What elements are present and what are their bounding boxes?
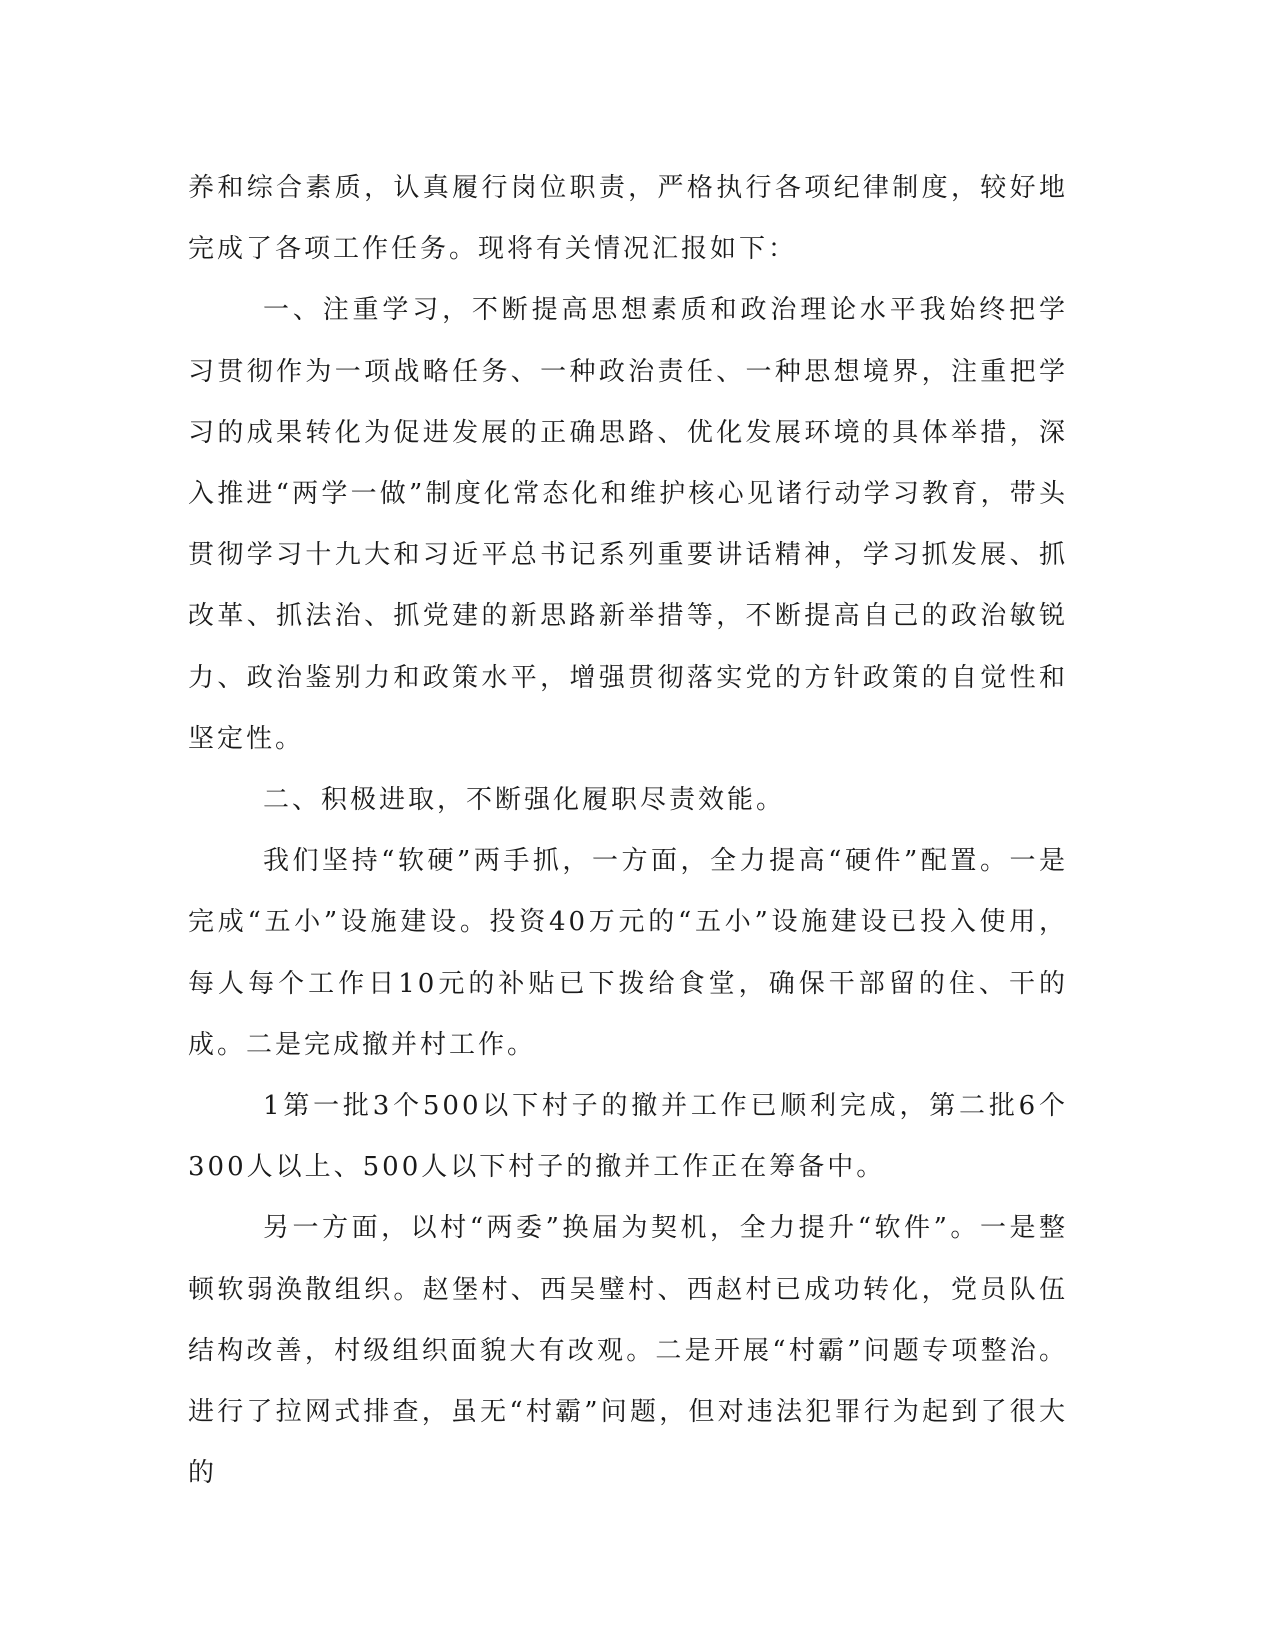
paragraph-section-two-heading: 二、积极进取，不断强化履职尽责效能。 [263, 785, 786, 816]
paragraph-village-merge: 1第一批3个500以下村子的撤并工作已顺利完成，第二批6个300人以上、500人以下村子的撤并工作正在筹备中。 [188, 1091, 1068, 1183]
paragraph-section-one: 一、注重学习，不断提高思想素质和政治理论水平我始终把学习贯彻作为一项战略任务、一种政治责任、一种思想境界，注重把学习的成果转化为促进发展的正确思路、优化发展环境的具体举措，深入推进“两学一做”制度化常态化和维护核心见诸行动学习教育，带头贯彻学习十九大和习近平总书记系列重要讲话精神，学习抓发展、抓改革、抓法治、抓党建的新思路新举措等，不断提高自己的政治敏锐力、政治鉴别力和政策水平，增强贯彻落实党的方针政策的自觉性和坚定性。 [188, 295, 1068, 754]
paragraph-software: 另一方面，以村“两委”换届为契机，全力提升“软件”。一是整顿软弱涣散组织。赵堡村、西吴璧村、西赵村已成功转化，党员队伍结构改善，村级组织面貌大有改观。二是开展“村霸”问题专项整治。进行了拉网式排查，虽无“村霸”问题，但对违法犯罪行为起到了很大的 [188, 1213, 1068, 1489]
paragraph-hardware: 我们坚持“软硬”两手抓，一方面，全力提高“硬件”配置。一是完成“五小”设施建设。投资40万元的“五小”设施建设已投入使用，每人每个工作日10元的补贴已下拨给食堂，确保干部留的住、干的成。二是完成撤并村工作。 [188, 846, 1068, 1060]
document-body [188, 158, 1068, 1504]
paragraph-continuation: 养和综合素质，认真履行岗位职责，严格执行各项纪律制度，较好地完成了各项工作任务。现将有关情况汇报如下： [188, 173, 1068, 265]
